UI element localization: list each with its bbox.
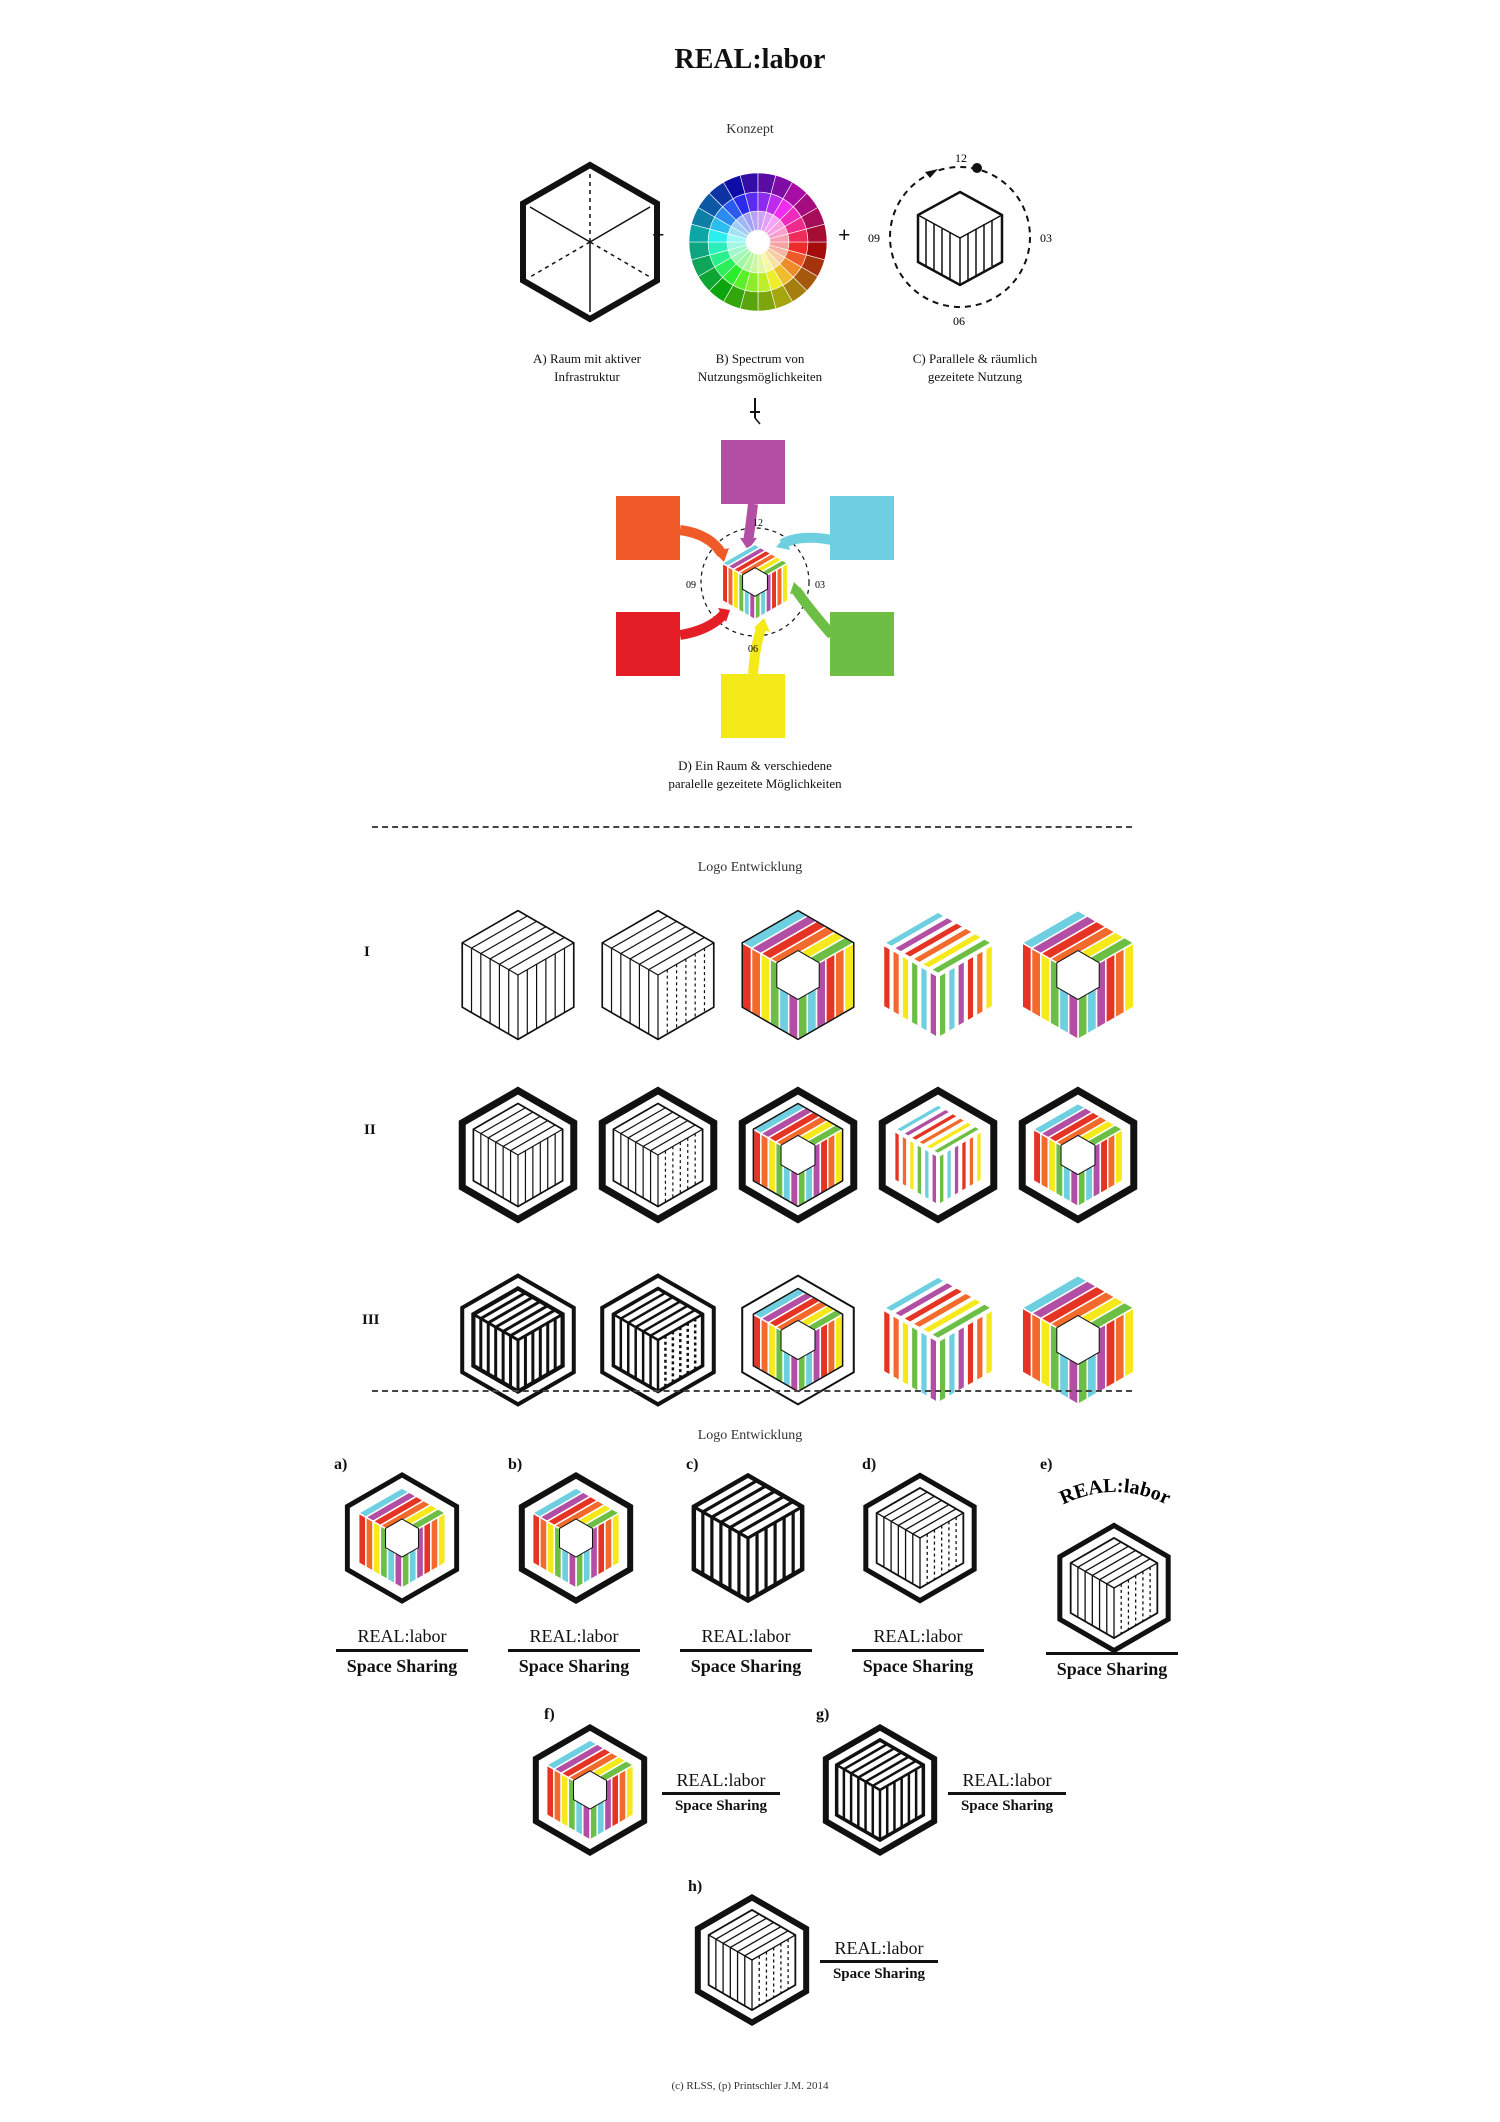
logo-final-b bbox=[508, 1470, 644, 1606]
variant-label-d: d) bbox=[862, 1456, 877, 1473]
logo-variant-r2-c2 bbox=[588, 1085, 728, 1225]
row-label-1: I bbox=[364, 944, 370, 960]
variant-label-e: e) bbox=[1040, 1456, 1053, 1473]
variant-label-c: c) bbox=[686, 1456, 699, 1473]
logo-final-d bbox=[852, 1470, 988, 1606]
logo-variant-r2-c1 bbox=[448, 1085, 588, 1225]
caption-a: A) Raum mit aktiver Infrastruktur bbox=[533, 351, 641, 384]
logo-variant-r1-c3 bbox=[728, 905, 868, 1045]
square-yellow bbox=[721, 674, 785, 738]
footer-credit: (c) RLSS, (p) Printschler J.M. 2014 bbox=[671, 2080, 829, 2092]
logo-variant-r3-c5 bbox=[1008, 1270, 1148, 1410]
logo-final-c bbox=[680, 1470, 816, 1606]
variant-label-g: g) bbox=[816, 1706, 830, 1723]
brand-tagline: Space Sharing bbox=[674, 1798, 768, 1814]
mini-colored-cube bbox=[722, 544, 787, 619]
brand-name: REAL:labor bbox=[357, 1626, 447, 1646]
brand-block-a bbox=[336, 1626, 468, 1677]
brand-tagline: Space Sharing bbox=[960, 1798, 1054, 1814]
row-label-3: III bbox=[362, 1312, 380, 1328]
logo-dev-heading-1: Logo Entwicklung bbox=[697, 860, 803, 875]
square-red bbox=[616, 612, 680, 676]
brand-block-d bbox=[852, 1626, 984, 1677]
logo-variant-r3-c3 bbox=[728, 1270, 868, 1410]
curved-brand-text bbox=[1040, 1462, 1190, 1522]
parallel-use-diagram bbox=[610, 430, 910, 740]
brand-tagline: Space Sharing bbox=[1056, 1659, 1168, 1679]
caption-c: C) Parallele & räumlich gezeitete Nutzung bbox=[912, 351, 1038, 384]
logo-variant-r2-c4 bbox=[868, 1085, 1008, 1225]
hexagon-space-icon bbox=[510, 162, 670, 322]
logo-variant-r3-c1 bbox=[448, 1270, 588, 1410]
logo-dev-heading-2: Logo Entwicklung bbox=[697, 1428, 803, 1443]
logo-final-e bbox=[1046, 1520, 1182, 1656]
logo-variant-r2-c5 bbox=[1008, 1085, 1148, 1225]
clock-label-12: 12 bbox=[955, 151, 967, 165]
brand-name: REAL:labor bbox=[834, 1938, 924, 1958]
brand-name: REAL:labor bbox=[676, 1770, 766, 1790]
brand-tagline: Space Sharing bbox=[518, 1656, 630, 1676]
mini-clock-03: 03 bbox=[815, 580, 825, 591]
brand-name: REAL:labor bbox=[529, 1626, 619, 1646]
variant-label-b: b) bbox=[508, 1456, 523, 1473]
brand-tagline: Space Sharing bbox=[832, 1966, 926, 1982]
logo-variant-r1-c1 bbox=[448, 905, 588, 1045]
logo-final-h bbox=[684, 1892, 820, 2028]
logo-final-a bbox=[334, 1470, 470, 1606]
timed-cube-icon bbox=[868, 142, 1060, 332]
clock-label-06: 06 bbox=[953, 314, 965, 328]
brand-name: REAL:labor bbox=[962, 1770, 1052, 1790]
page-title: REAL:labor bbox=[674, 44, 826, 75]
brand-tagline: Space Sharing bbox=[862, 1656, 974, 1676]
mini-clock-06: 06 bbox=[748, 644, 758, 655]
logo-variant-r2-c3 bbox=[728, 1085, 868, 1225]
pin-icon bbox=[748, 398, 762, 428]
variant-label-h: h) bbox=[688, 1878, 703, 1895]
color-wheel-icon bbox=[688, 172, 828, 312]
mini-clock-12: 12 bbox=[753, 518, 763, 529]
clock-label-09: 09 bbox=[868, 231, 880, 245]
concept-heading: Konzept bbox=[726, 122, 774, 137]
square-green bbox=[830, 612, 894, 676]
logo-variant-r1-c4 bbox=[868, 905, 1008, 1045]
brand-block-h bbox=[820, 1938, 938, 1983]
plus-sign-1: + bbox=[652, 222, 665, 247]
square-magenta bbox=[721, 440, 785, 504]
square-orange bbox=[616, 496, 680, 560]
variant-label-f: f) bbox=[544, 1706, 555, 1723]
svg-text:REAL:labor: REAL:labor bbox=[1056, 1474, 1174, 1510]
logo-final-g bbox=[812, 1722, 948, 1858]
mini-clock-09: 09 bbox=[686, 580, 696, 591]
logo-final-f bbox=[522, 1722, 658, 1858]
brand-block-c bbox=[680, 1626, 812, 1677]
logo-variant-r3-c2 bbox=[588, 1270, 728, 1410]
logo-variant-r3-c4 bbox=[868, 1270, 1008, 1410]
logo-variant-r1-c2 bbox=[588, 905, 728, 1045]
section-divider-2 bbox=[372, 1390, 1132, 1392]
brand-block-f bbox=[662, 1770, 780, 1815]
caption-b: B) Spectrum von Nutzungsmöglichkeiten bbox=[697, 351, 823, 384]
brand-block-g bbox=[948, 1770, 1066, 1815]
brand-tagline: Space Sharing bbox=[690, 1656, 802, 1676]
section-divider-1 bbox=[372, 826, 1132, 828]
brand-name: REAL:labor bbox=[873, 1626, 963, 1646]
logo-variant-r1-c5 bbox=[1008, 905, 1148, 1045]
row-label-2: II bbox=[364, 1122, 376, 1138]
caption-d: D) Ein Raum & verschiedene paralelle gezeitete Möglichkeiten bbox=[668, 758, 842, 791]
brand-tagline: Space Sharing bbox=[346, 1656, 458, 1676]
plus-sign-2: + bbox=[838, 222, 851, 247]
square-cyan bbox=[830, 496, 894, 560]
brand-name: REAL:labor bbox=[701, 1626, 791, 1646]
brand-block-e bbox=[1046, 1650, 1178, 1680]
brand-block-b bbox=[508, 1626, 640, 1677]
clock-label-03: 03 bbox=[1040, 231, 1052, 245]
variant-label-a: a) bbox=[334, 1456, 348, 1473]
